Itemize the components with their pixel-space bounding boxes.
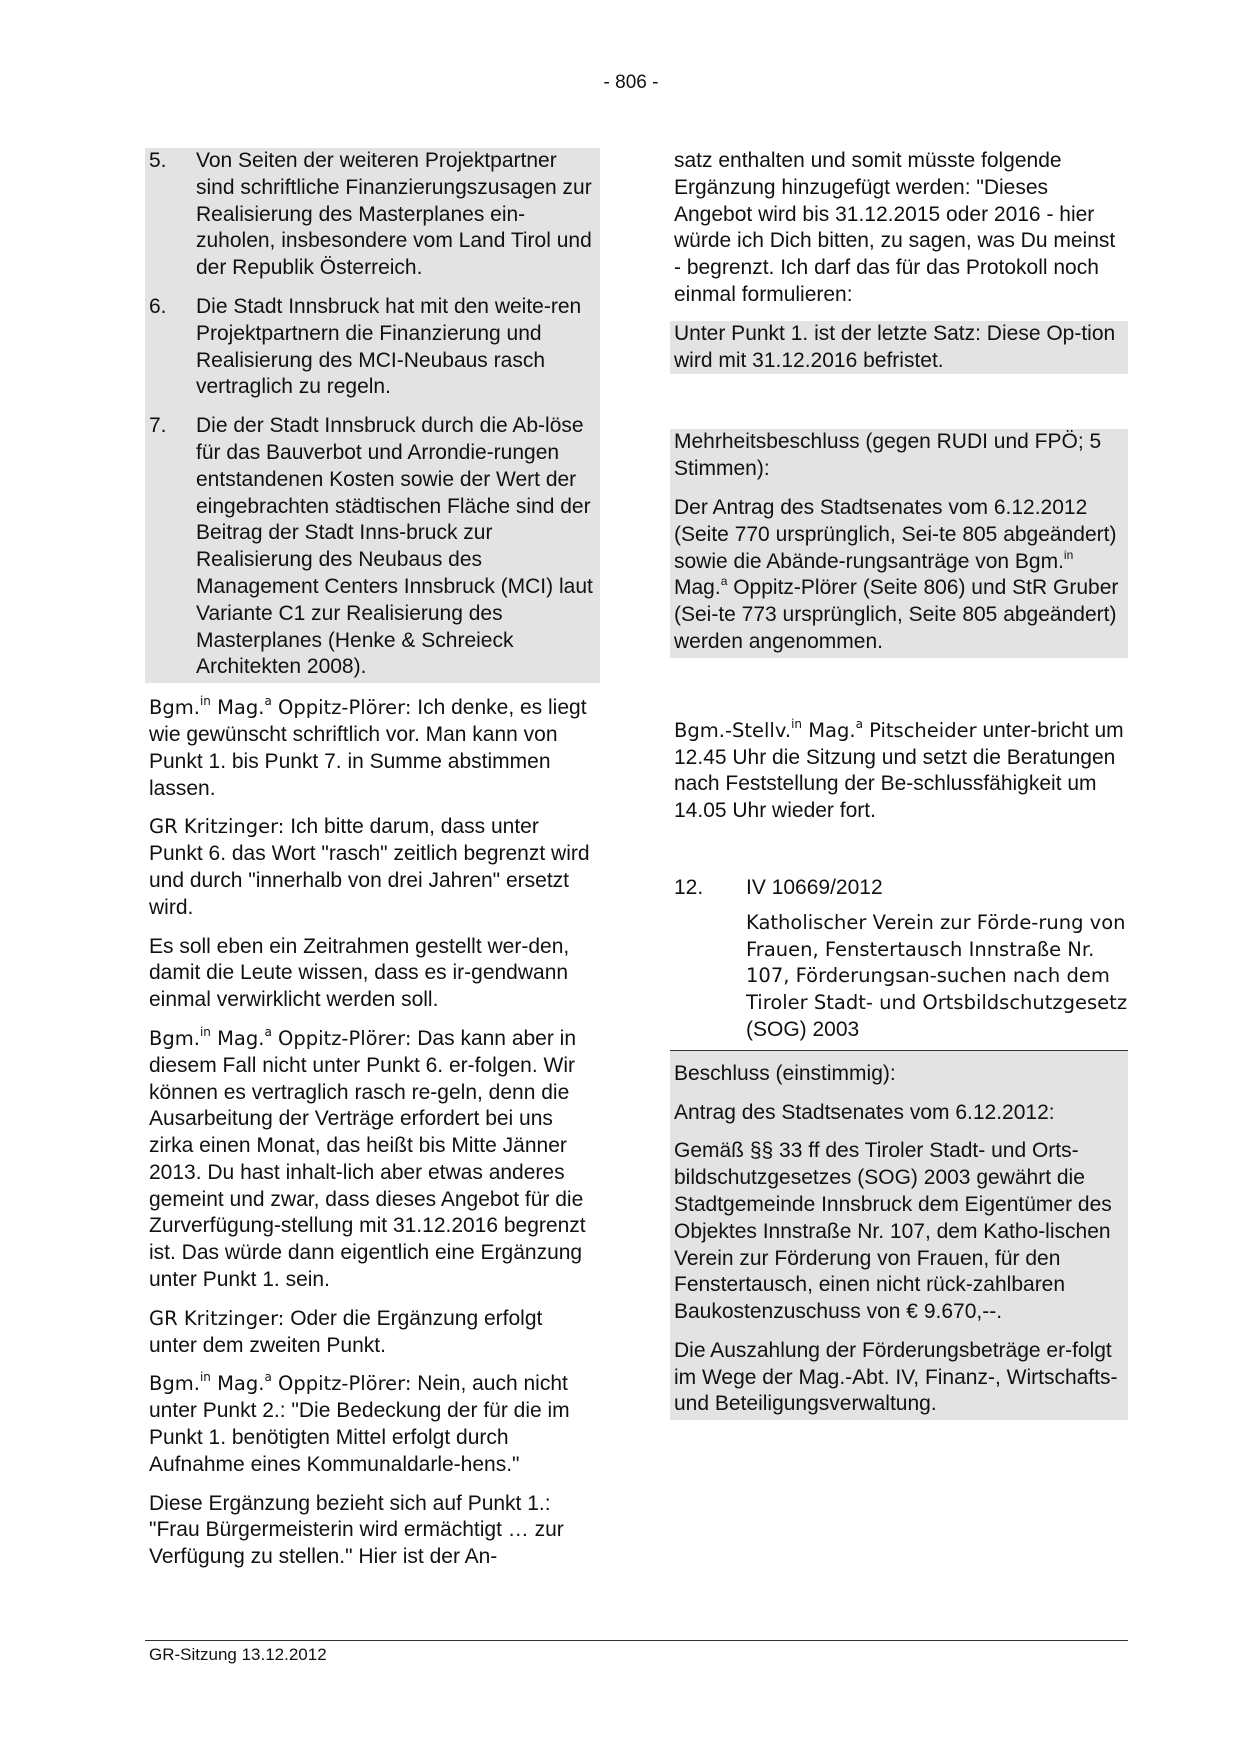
item-number: 7. (149, 414, 167, 438)
page-number: - 806 - (603, 72, 659, 93)
right-column (670, 148, 1128, 1420)
resolution-title: Mehrheitsbeschluss (gegen RUDI und FPÖ; 5 Stimmen): (674, 430, 1102, 481)
decision-paragraph: Die Auszahlung der Förderungsbeträge er-folgt im Wege der Mag.-Abt. IV, Finanz-, Wirtschafts- und Beteiligungsverwaltung. (674, 1338, 1118, 1416)
resolution-text: Der Antrag des Stadtsenates vom 6.12.2012 (Seite 770 ursprünglich, Sei-te 805 abgeändert) sowie die Abände-rungsanträge von Bgm.$^{in}$ Mag.$^a$ Oppitz-Plörer (Seite 806) und StR Gruber (Sei-te 773 ursprünglich, Seite 805 abgeändert) werden angenommen. (674, 495, 1119, 653)
left-column (145, 148, 600, 1571)
list-item (145, 148, 600, 282)
list-item (145, 413, 600, 681)
statement-text: unter-bricht um 12.45 Uhr die Sitzung und setzt die Beratungen nach Feststellung der Be-schlussfähigkeit um 14.05 Uhr wieder fort. (674, 718, 1124, 823)
statement-kritzinger-2 (145, 1306, 600, 1360)
statement-oppitz-ploerer-1 (145, 695, 600, 802)
footer-divider (145, 1640, 1128, 1641)
agenda-item (670, 875, 1128, 1051)
speaker: Bgm.$^{in}$ Mag.$^a$ Oppitz-Plörer: (149, 1024, 412, 1050)
decision-box (670, 1051, 1128, 1421)
item-text: Die Stadt Innsbruck hat mit den weite-ren Projektpartnern die Finanzierung und Realisierung des MCI-Neubaus rasch vertraglich zu regeln. (196, 294, 582, 399)
decision-paragraph: Gemäß §§ 33 ff des Tiroler Stadt- und Orts-bildschutzgesetzes (SOG) 2003 gewährt die Stadtgemeinde Innsbruck dem Eigentümer des Objektes Innstraße Nr. 107, dem Katho-lischen Verein zur Förderung von Frauen, für den Fenstertausch, einen nicht rück-zahlbaren Baukostenzuschuss von € 9.670,--. (674, 1139, 1112, 1324)
list-item (145, 294, 600, 401)
statement-text: Ich denke, es liegt wie gewünscht schriftlich vor. Man kann von Punkt 1. bis Punkt 7. in Summe abstimmen lassen. (149, 696, 587, 800)
decision-title: Beschluss (einstimmig): (674, 1061, 896, 1085)
footer-session-date: GR-Sitzung 13.12.2012 (149, 1645, 327, 1664)
speaker: Bgm.-Stellv.$^{in}$ Mag.$^a$ Pitscheider (674, 716, 977, 742)
statement-oppitz-ploerer-3 (145, 1371, 600, 1478)
decision-line: Antrag des Stadtsenates vom 6.12.2012: (674, 1100, 1055, 1124)
statement-oppitz-ploerer-2 (145, 1026, 600, 1294)
item-text: Die der Stadt Innsbruck durch die Ab-löse für das Bauverbot und Arrondie-rungen entstandenen Kosten sowie der Wert der eingebrachten städtischen Fläche sind der Beitrag der Stadt Inns-bruck zur Realisierung des Neubaus des Management Centers Innsbruck (MCI) laut Variante C1 zur Realisierung des Masterplanes (Henke & Schreieck Architekten 2008). (196, 414, 593, 679)
agenda-number: 12. (674, 875, 704, 899)
speaker: GR Kritzinger: (149, 815, 285, 839)
statement-pitscheider (670, 718, 1128, 825)
statement-continuation: Diese Ergänzung bezieht sich auf Punkt 1.: "Frau Bürgermeisterin wird ermächtigt … zur Verfügung zu stellen." Hier ist der An- (149, 1491, 564, 1569)
speaker: Bgm.$^{in}$ Mag.$^a$ Oppitz-Plörer: (149, 1370, 412, 1396)
statement-kritzinger-1 (145, 814, 600, 921)
statement-text: Oder die Ergänzung erfolgt unter dem zweiten Punkt. (149, 1306, 543, 1357)
speaker: Bgm.$^{in}$ Mag.$^a$ Oppitz-Plörer: (149, 694, 412, 720)
speaker: GR Kritzinger: (149, 1306, 285, 1330)
statement-text: Nein, auch nicht unter Punkt 2.: "Die Bedeckung der für die im Punkt 1. benötigten Mittel erfolgt durch Aufnahme eines Kommunaldarle-hens." (149, 1372, 570, 1476)
agenda-reference: IV 10669/2012 (746, 875, 883, 899)
statement-text: Das kann aber in diesem Fall nicht unter Punkt 6. er-folgen. Wir können es vertraglich rasch re-geln, denn die Ausarbeitung der Verträge erfordert bei uns zirka einen Monat, das heißt bis Mitte Jänner 2013. Du hast inhalt-lich aber etwas anderes gemeint und zwar, dass dieses Angebot für die Zurverfügung-stellung mit 31.12.2016 begrenzt ist. Das würde dann eigentlich eine Ergänzung unter Punkt 1. sein. (149, 1026, 586, 1292)
resolution-box (670, 429, 1128, 657)
amendment-text: Unter Punkt 1. ist der letzte Satz: Diese Op-tion wird mit 31.12.2016 befristet. (674, 321, 1116, 372)
statement-continuation: Es soll eben ein Zeitrahmen gestellt wer-den, damit die Leute wissen, dass es ir-gendwann einmal verwirklicht werden soll. (149, 934, 570, 1012)
resolution-items-block (145, 148, 600, 683)
item-number: 6. (149, 294, 167, 318)
amendment-box (670, 321, 1128, 375)
agenda-header (670, 875, 1128, 902)
agenda-title: Katholischer Verein zur Förde-rung von Frauen, Fenstertausch Innstraße Nr. 107, Förderungsan-suchen nach dem Tiroler Stadt- und Ortsbildschutzgesetz (746, 910, 1128, 1015)
statement-text: Ich bitte darum, dass unter Punkt 6. das Wort "rasch" zeitlich begrenzt wird und durch "innerhalb von drei Jahren" ersetzt wird. (149, 815, 590, 919)
item-number: 5. (149, 149, 167, 172)
statement-continuation: satz enthalten und somit müsste folgende Ergänzung hinzugefügt werden: "Dieses Angebot wird bis 31.12.2015 oder 2016 - hier würde ich Dich bitten, zu sagen, was Du meinst - begrenzt. Ich darf das für das Protokoll noch einmal formulieren: (674, 149, 1116, 306)
item-text: Von Seiten der weiteren Projektpartner sind schriftliche Finanzierungszusagen zur Realisierung des Masterplanes ein-zuholen, insbesondere vom Land Tirol und der Republik Österreich. (196, 149, 592, 280)
agenda-title-tail: (SOG) 2003 (746, 1017, 860, 1041)
